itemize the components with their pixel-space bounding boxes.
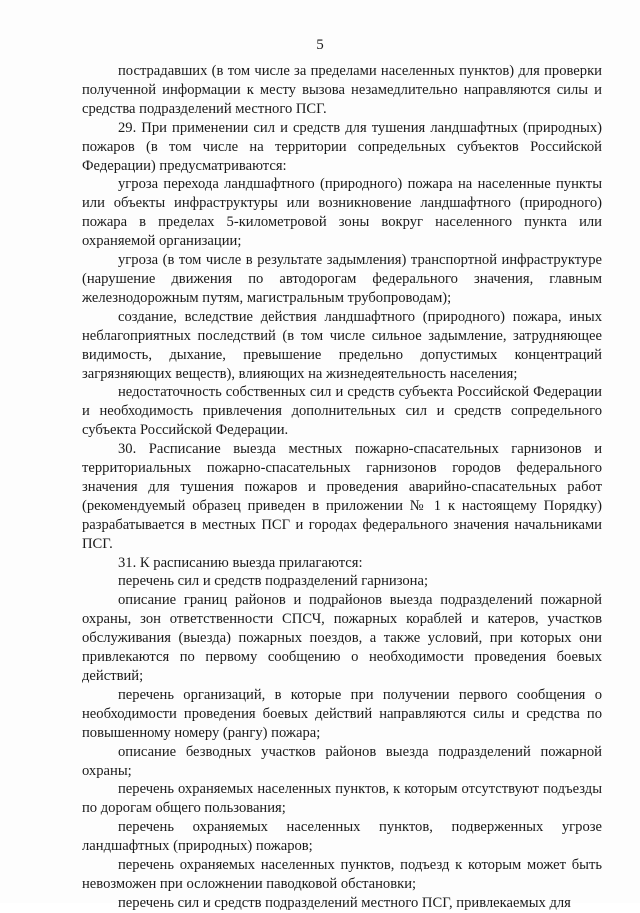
page-number: 5 [316, 37, 324, 53]
paragraph-item-30: 30. Расписание выезда местных пожарно-спасательных гарнизонов и территориальных пожарно-спасательных гарнизонов городов федерального значения для тушения пожаров и проведения аварийно-спасательных работ (рекомендуемый образец приведен в приложении № 1 к настоящему Порядку) разрабатывается в местных ПСГ и городах федерального значения начальниками ПСГ. [82, 441, 602, 552]
paragraph: недостаточность собственных сил и средств субъекта Российской Федерации и необходимость привлечения дополнительных сил и средств сопредельного субъекта Российской Федерации. [82, 384, 602, 439]
paragraph-item-29: 29. При применении сил и средств для тушения ландшафтных (природных) пожаров (в том числе на территории сопредельных субъектов Российской Федерации) предусматриваются: [82, 119, 602, 174]
document-body [82, 62, 602, 913]
paragraph: перечень охраняемых населенных пунктов, подъезд к которым может быть невозможен при осложнении паводковой обстановки; [82, 857, 602, 892]
paragraph: описание безводных участков районов выезда подразделений пожарной охраны; [82, 743, 602, 779]
paragraph: пострадавших (в том числе за пределами населенных пунктов) для проверки полученной информации к месту вызова незамедлительно направляются силы и средства подразделений местного ПСГ. [82, 63, 602, 117]
paragraph: создание, вследствие действия ландшафтного (природного) пожара, иных неблагоприятных последствий (в том числе сильное задымление, затрудняющее видимость, дыхание, превышение предельно допустимых концентраций загрязняющих веществ), влияющих на жизнедеятельность населения; [82, 308, 602, 382]
paragraph: угроза перехода ландшафтного (природного) пожара на населенные пункты или объекты инфраструктуры или возникновение ландшафтного (природного) пожара в пределах 5-километровой зоны вокруг населенного пункта или охраняемой организации; [82, 176, 602, 250]
paragraph: перечень организаций, в которые при получении первого сообщения о необходимости проведения боевых действий направляются силы и средства по повышенному номеру (рангу) пожара; [82, 686, 602, 741]
paragraph: описание границ районов и подрайонов выезда подразделений пожарной охраны, зон ответственности СПСЧ, пожарных кораблей и катеров, участков обслуживания (выезда) пожарных поездов, а также условий, при которых они привлекаются по первому сообщению о необходимости проведения боевых действий; [82, 592, 602, 684]
paragraph: перечень охраняемых населенных пунктов, к которым отсутствуют подъезды по дорогам общего пользования; [82, 781, 602, 817]
paragraph: перечень сил и средств подразделений местного ПСГ, привлекаемых для [118, 894, 571, 911]
paragraph: перечень сил и средств подразделений гарнизона; [118, 573, 429, 590]
paragraph: перечень охраняемых населенных пунктов, подверженных угрозе ландшафтных (природных) пожаров; [82, 819, 602, 855]
paragraph-item-31: 31. К расписанию выезда прилагаются: [118, 554, 363, 571]
paragraph: угроза (в том числе в результате задымления) транспортной инфраструктуре (нарушение движения по автодорогам федерального значения, главным железнодорожным путям, магистральным трубопроводам); [82, 252, 602, 306]
